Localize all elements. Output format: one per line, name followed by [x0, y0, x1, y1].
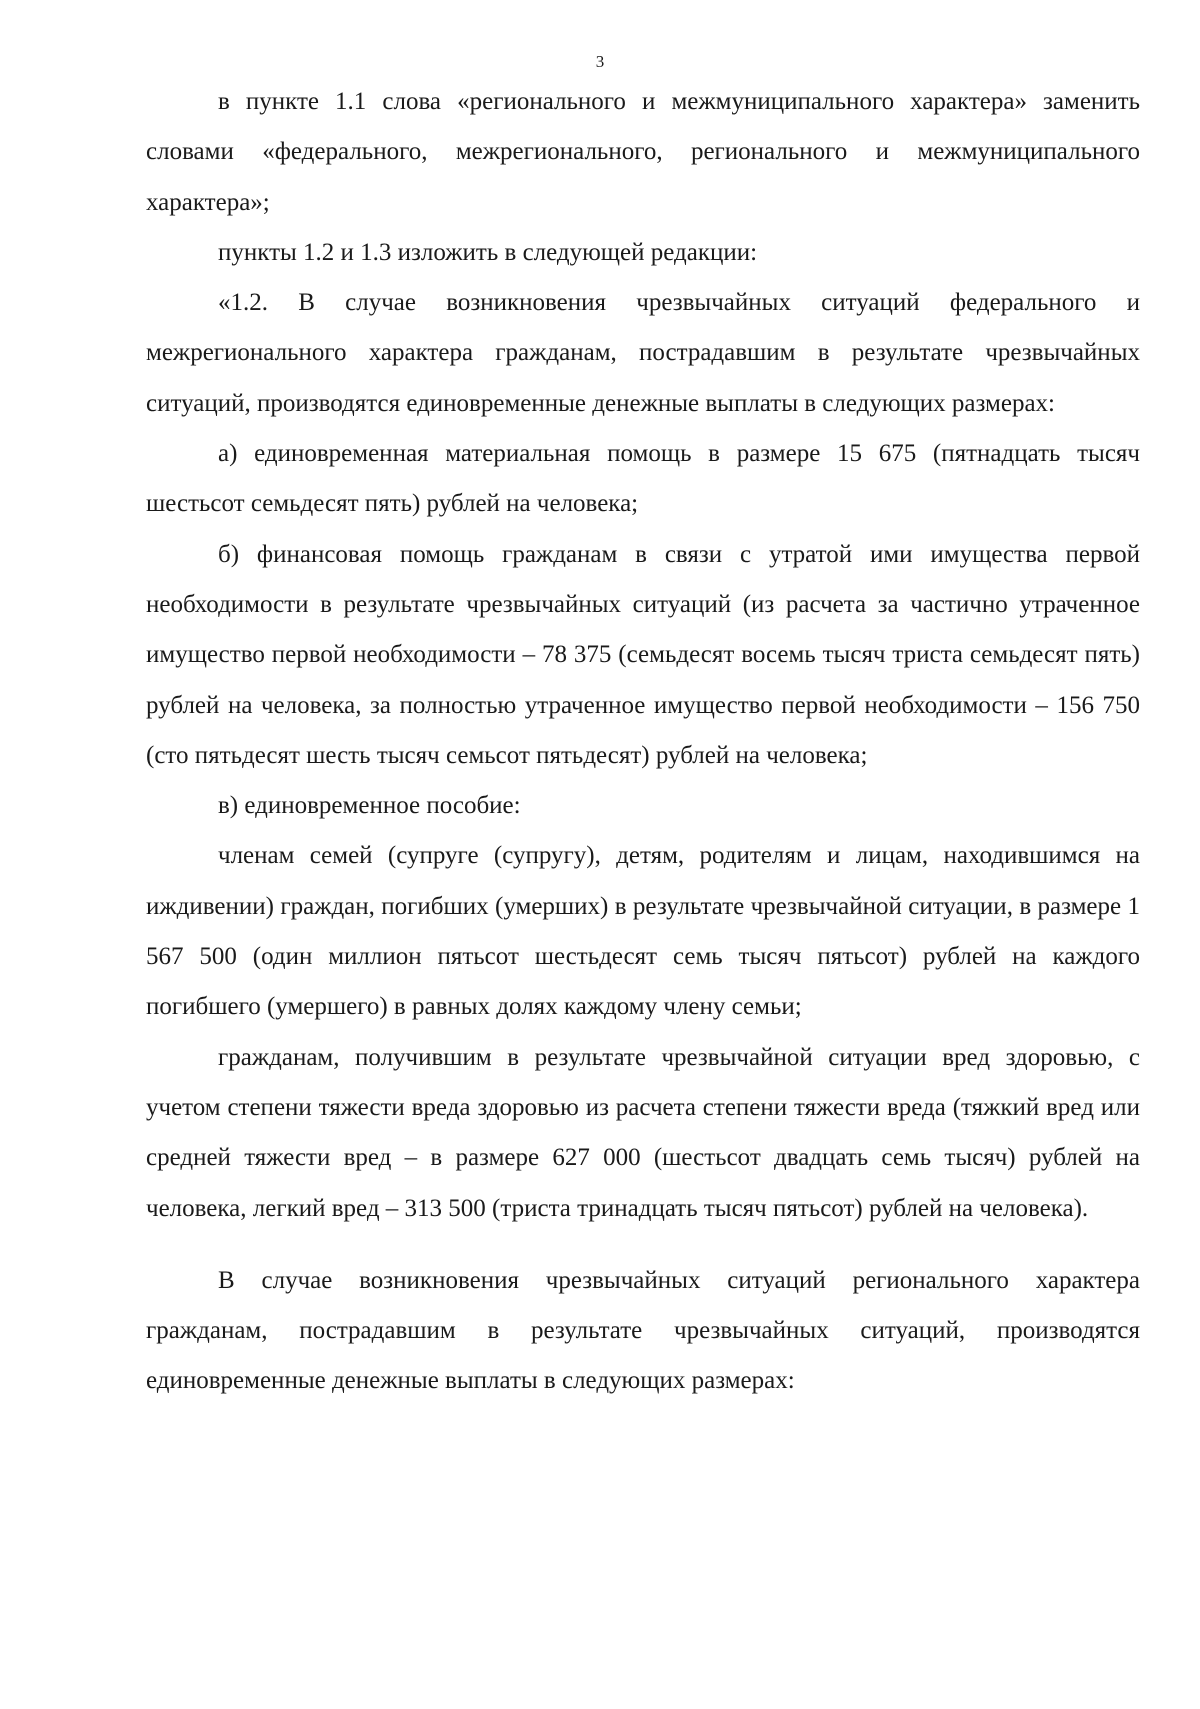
paragraph-financial-aid: б) финансовая помощь гражданам в связи с утратой ими имущества первой необходимости в результате чрезвычайных ситуаций (из расчета за частично утраченное имущество первой необходимости – 78 375 (семьдесят восемь тысяч триста семьдесят пять) рублей на человека, за полностью утраченное имущество первой необходимости – 156 750 (сто пятьдесят шесть тысяч семьсот пятьдесят) рублей на человека; [146, 540, 1140, 769]
paragraph-one-time-benefit: в) единовременное пособие: [218, 792, 521, 820]
paragraph-item-1-1-amendment: в пункте 1.1 слова «регионального и межмуниципального характера» заменить словами «федерального, межрегионального, регионального и межмуниципального характера»; [146, 88, 1140, 216]
paragraph-health-harm: гражданам, получившим в результате чрезвычайной ситуации вред здоровью, с учетом степени тяжести вреда здоровью из расчета степени тяжести вреда (тяжкий вред или средней тяжести вред – в размере 627 000 (шестьсот двадцать семь тысяч) рублей на человека, легкий вред – 313 500 (триста тринадцать тысяч пятьсот) рублей на человека). [146, 1043, 1140, 1222]
paragraph-regional-character: В случае возникновения чрезвычайных ситуаций регионального характера гражданам, пострадавшим в результате чрезвычайных ситуаций, производятся единовременные денежные выплаты в следующих размерах: [146, 1266, 1140, 1395]
paragraph-family-members: членам семей (супруге (супругу), детям, родителям и лицам, находившимся на иждивении) граждан, погибших (умерших) в результате чрезвычайной ситуации, в размере 1 567 500 (один миллион пятьсот шестьдесят семь тысяч пятьсот) рублей на каждого погибшего (умершего) в равных долях каждому члену семьи; [146, 842, 1140, 1021]
page-number: 3 [595, 52, 605, 71]
paragraph-items-1-2-1-3-intro: пункты 1.2 и 1.3 изложить в следующей редакции: [218, 238, 758, 266]
document-body [146, 77, 1140, 1407]
paragraph-material-aid: а) единовременная материальная помощь в размере 15 675 (пятнадцать тысяч шестьсот семьдесят пять) рублей на человека; [146, 440, 1140, 518]
paragraph-item-1-2-federal: «1.2. В случае возникновения чрезвычайных ситуаций федерального и межрегионального характера гражданам, пострадавшим в результате чрезвычайных ситуаций, производятся единовременные денежные выплаты в следующих размерах: [146, 289, 1140, 417]
